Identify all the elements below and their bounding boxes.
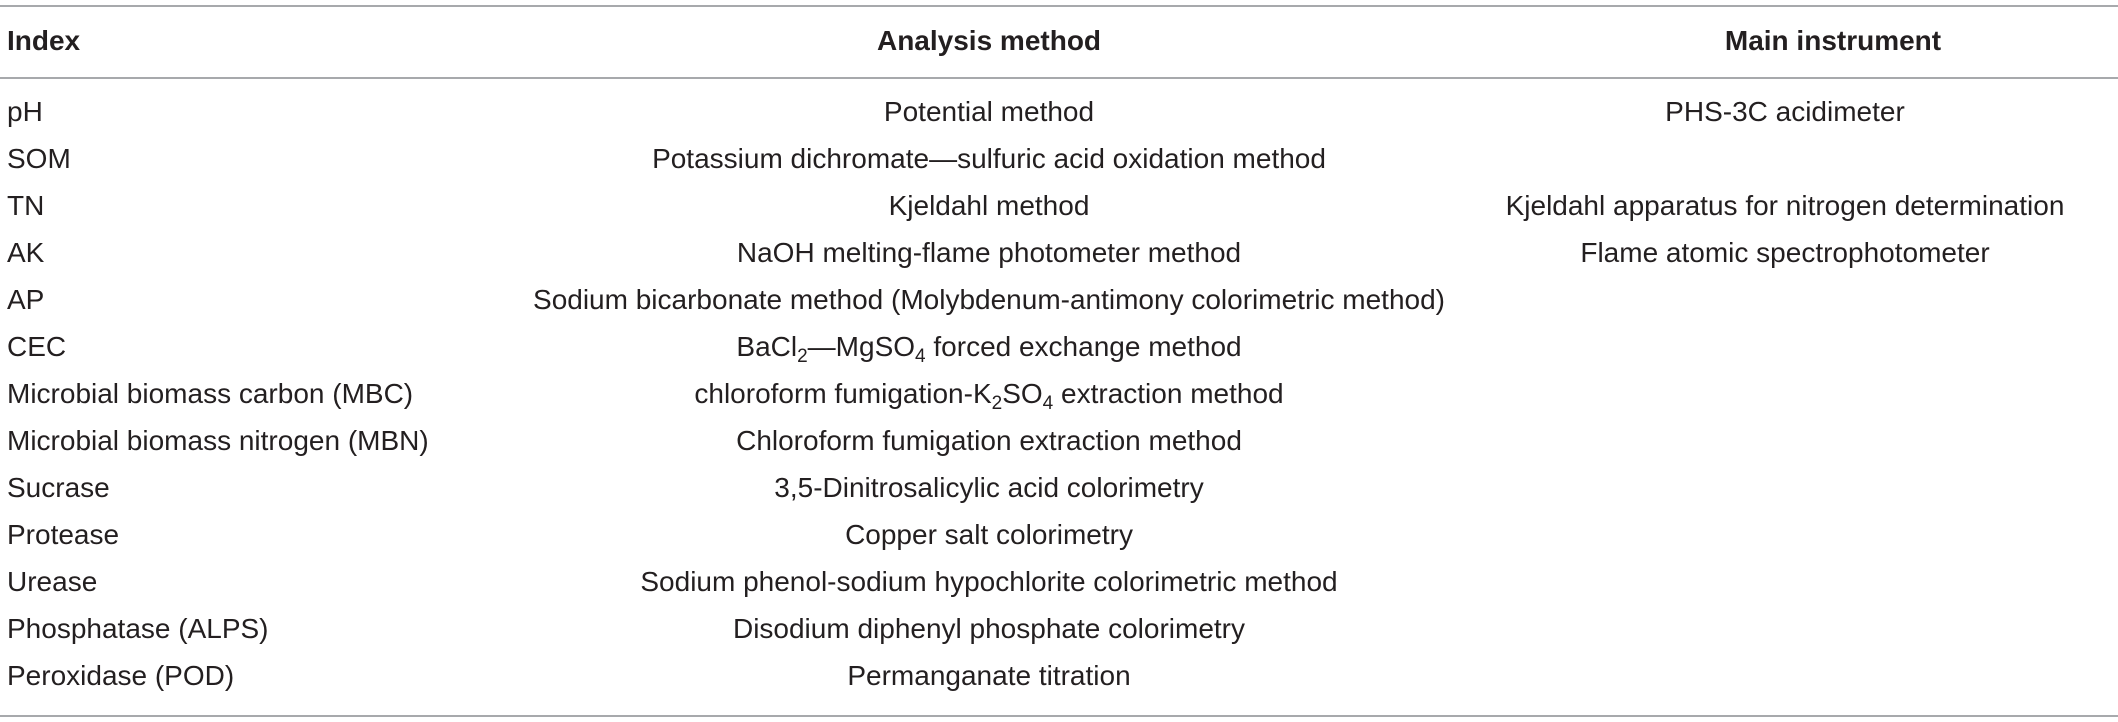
cell-index: TN [7, 190, 45, 221]
cell-method: Sodium phenol-sodium hypochlorite colorimetric method [640, 566, 1338, 597]
cell-index: Phosphatase (ALPS) [7, 613, 269, 644]
method-text: SO [1002, 378, 1043, 409]
cell-index: SOM [7, 143, 71, 174]
header-rule [0, 77, 2118, 79]
cell-instrument [1285, 464, 2118, 512]
table-row [0, 276, 2118, 324]
method-text: BaCl [736, 331, 798, 362]
method-text: chloroform fumigation-K [694, 378, 992, 409]
cell-method: Disodium diphenyl phosphate colorimetry [732, 613, 1246, 644]
cell-index: Microbial biomass carbon (MBC) [7, 378, 414, 409]
cell-index: AP [7, 284, 45, 315]
cell-index: CEC [7, 331, 67, 362]
header-row [0, 17, 2118, 65]
table-row [0, 229, 2118, 277]
cell-method: 3,5-Dinitrosalicylic acid colorimetry [774, 472, 1204, 503]
table-row [0, 323, 2118, 371]
cell-index: Sucrase [7, 472, 110, 503]
table-row [0, 182, 2118, 230]
subscript: 2 [991, 393, 1003, 414]
subscript: 4 [915, 346, 926, 367]
cell-method: Potassium dichromate—sulfuric acid oxidation method [652, 143, 1326, 174]
subscript: 2 [797, 346, 808, 367]
cell-instrument: PHS-3C acidimeter [1665, 96, 1905, 127]
cell-instrument [1285, 511, 2118, 559]
cell-instrument [1285, 417, 2118, 465]
table-row [0, 135, 2118, 183]
cell-method: Permanganate titration [847, 660, 1131, 691]
cell-instrument [1285, 276, 2118, 324]
cell-index: Urease [7, 566, 98, 597]
header-method: Analysis method [876, 25, 1102, 56]
cell-index: pH [7, 96, 43, 127]
cell-index: Microbial biomass nitrogen (MBN) [7, 425, 429, 456]
cell-index: Peroxidase (POD) [7, 660, 235, 691]
top-rule [0, 5, 2118, 7]
method-text: —MgSO [807, 331, 916, 362]
cell-method: Potential method [883, 96, 1095, 127]
cell-instrument [1285, 370, 2118, 418]
cell-instrument [1285, 558, 2118, 606]
cell-method: NaOH melting-flame photometer method [736, 237, 1242, 268]
cell-instrument [1285, 652, 2118, 700]
table-row [0, 605, 2118, 653]
cell-index: AK [7, 237, 45, 268]
cell-method: Sodium bicarbonate method (Molybdenum-antimony colorimetric method) [533, 284, 1445, 315]
cell-instrument: Kjeldahl apparatus for nitrogen determination [1505, 190, 2065, 221]
header-index: Index [7, 25, 81, 56]
bottom-rule [0, 715, 2118, 717]
cell-instrument [1285, 135, 2118, 183]
cell-instrument: Flame atomic spectrophotometer [1580, 237, 1990, 268]
cell-method: Copper salt colorimetry [845, 519, 1133, 550]
table-row [0, 88, 2118, 136]
cell-method: Chloroform fumigation extraction method [736, 425, 1242, 456]
method-text: forced exchange method [925, 331, 1242, 362]
header-instrument: Main instrument [1724, 25, 1942, 56]
cell-index: Protease [7, 519, 120, 550]
table-row [0, 511, 2118, 559]
cell-method: Kjeldahl method [888, 190, 1090, 221]
subscript: 4 [1042, 393, 1054, 414]
table-row [0, 652, 2118, 700]
table-row [0, 558, 2118, 606]
method-text: extraction method [1053, 378, 1284, 409]
table-row [0, 370, 2118, 418]
table-row [0, 464, 2118, 512]
table-row [0, 417, 2118, 465]
cell-instrument [1285, 605, 2118, 653]
cell-instrument [1285, 323, 2118, 371]
